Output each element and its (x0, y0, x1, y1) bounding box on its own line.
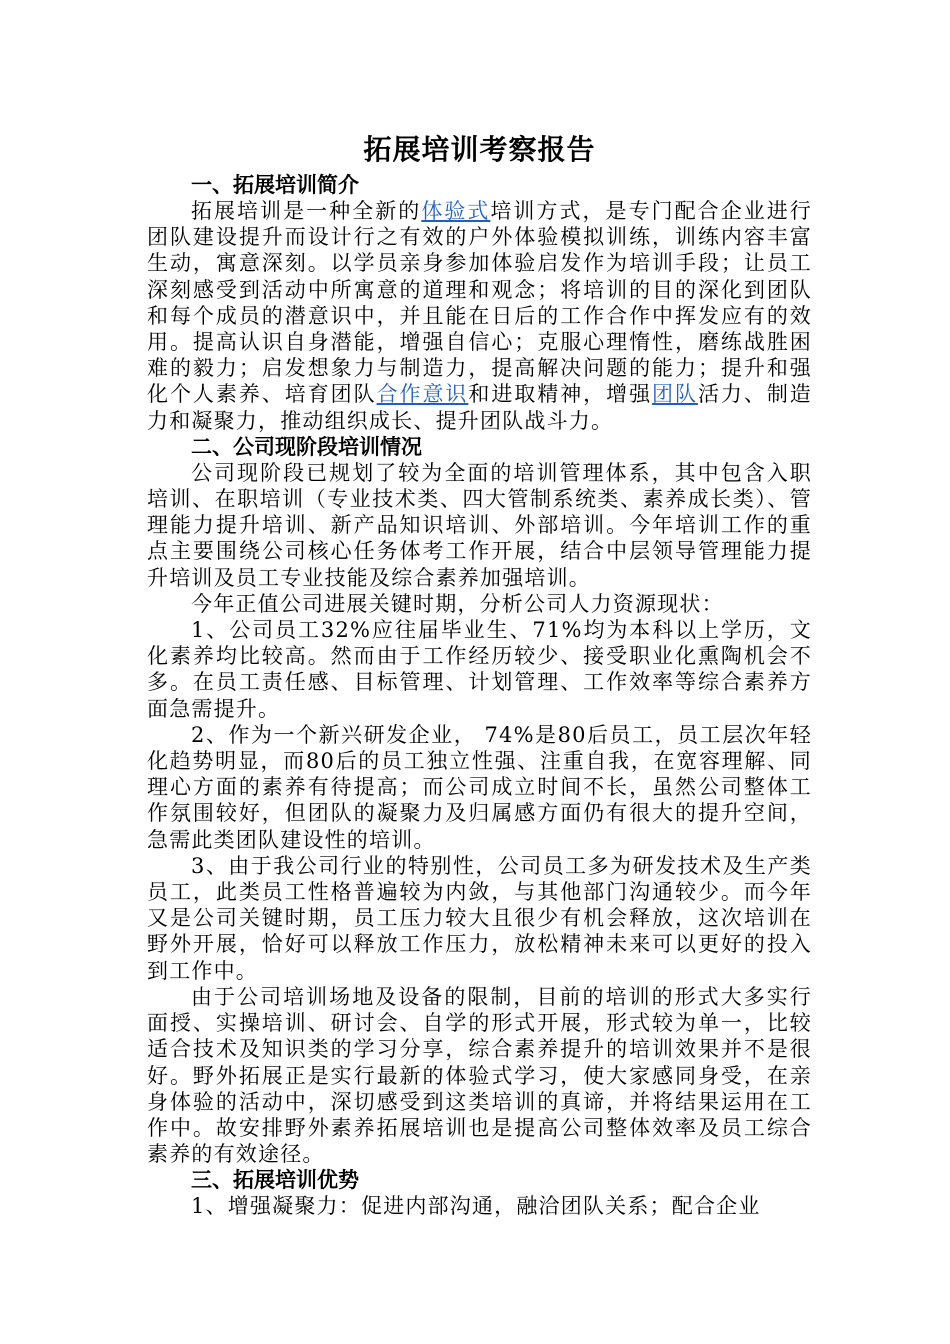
link-cooperation-awareness[interactable]: 合作意识 (376, 382, 469, 407)
intro-text-c: 和进取精神，增强 (468, 382, 653, 407)
intro-text-a: 拓展培训是一种全新的 (191, 199, 422, 223)
link-experiential[interactable]: 体验式 (421, 199, 491, 223)
document-title: 拓展培训考察报告 (363, 133, 596, 166)
paragraph-point-2: 2、作为一个新兴研发企业， 74%是80后员工，员工层次年轻化趋势明显，而80后的员工独立性强、注重自我，在宽容理解、同理心方面的素养有待提高；而公司成立时间不长，虽然公司整体工作氛围较好，但团队的凝聚力及归属感方面仍有很大的提升空间，急需此类团队建设性的培训。 (147, 722, 812, 852)
paragraph-training-system: 公司现阶段已规划了较为全面的培训管理体系，其中包含入职培训、在职培训（专业技术类、四大管制系统类、素养成长类）、管理能力提升培训、新产品知识培训、外部培训。今年培训工作的重点主要围绕公司核心任务体考工作开展，结合中层领导管理能力提升培训及员工专业技能及综合素养加强培训。 (147, 460, 812, 590)
section-heading-2: 二、公司现阶段培训情况 (191, 433, 422, 459)
document-page (147, 128, 812, 1220)
paragraph-point-3: 3、由于我公司行业的特别性，公司员工多为研发技术及生产类员工，此类员工性格普遍较为内敛，与其他部门沟通较少。而今年又是公司关键时期，员工压力较大且很少有机会释放，这次培训在野外开展，恰好可以释放工作压力，放松精神未来可以更好的投入到工作中。 (147, 853, 812, 983)
link-team[interactable]: 团队 (652, 382, 698, 407)
paragraph-training-form: 由于公司培训场地及设备的限制，目前的培训的形式大多实行面授、实操培训、研讨会、自学的形式开展，形式较为单一，比较适合技术及知识类的学习分享，综合素养提升的培训效果并不是很好。野外拓展正是实行最新的体验式学习，使大家感同身受，在亲身体验的活动中，深切感受到这类培训的真谛，并将结果运用在工作中。故安排野外素养拓展培训也是提高公司整体效率及员工综合素养的有效途径。 (147, 984, 812, 1167)
intro-text-b: 培训方式，是专门配合企业进行团队建设提升而设计行之有效的户外体验模拟训练，训练内容丰富生动，寓意深刻。以学员亲身参加体验启发作为培训手段；让员工深刻感受到活动中所寓意的道理和观念；将培训的目的深化到团队和每个成员的潜意识中，并且能在日后的工作合作中挥发应有的效用。提高认识自身潜能，增强自信心；克服心理惰性，磨练战胜困难的毅力；启发想象力与制造力，提高解决问题的能力；提升和强化个人素养、培育团队 (147, 199, 812, 407)
paragraph-hr-status: 今年正值公司进展关键时期，分析公司人力资源现状： (191, 591, 724, 616)
paragraph-advantage-1: 1、增强凝聚力：促进内部沟通，融洽团队关系；配合企业 (191, 1194, 761, 1219)
intro-text-d: 活力、制造力和凝聚力，推动组织成长、提升团队战斗力。 (147, 382, 812, 433)
paragraph-point-1: 1、公司员工32%应往届毕业生、71%均为本科以上学历，文化素养均比较高。然而由于工作经历较少、接受职业化熏陶机会不多。在员工责任感、目标管理、计划管理、工作效率等综合素养方面急需提升。 (147, 618, 812, 721)
paragraph-intro (147, 198, 812, 434)
section-heading-1: 一、拓展培训简介 (191, 172, 359, 197)
section-heading-3: 三、拓展培训优势 (191, 1167, 359, 1193)
